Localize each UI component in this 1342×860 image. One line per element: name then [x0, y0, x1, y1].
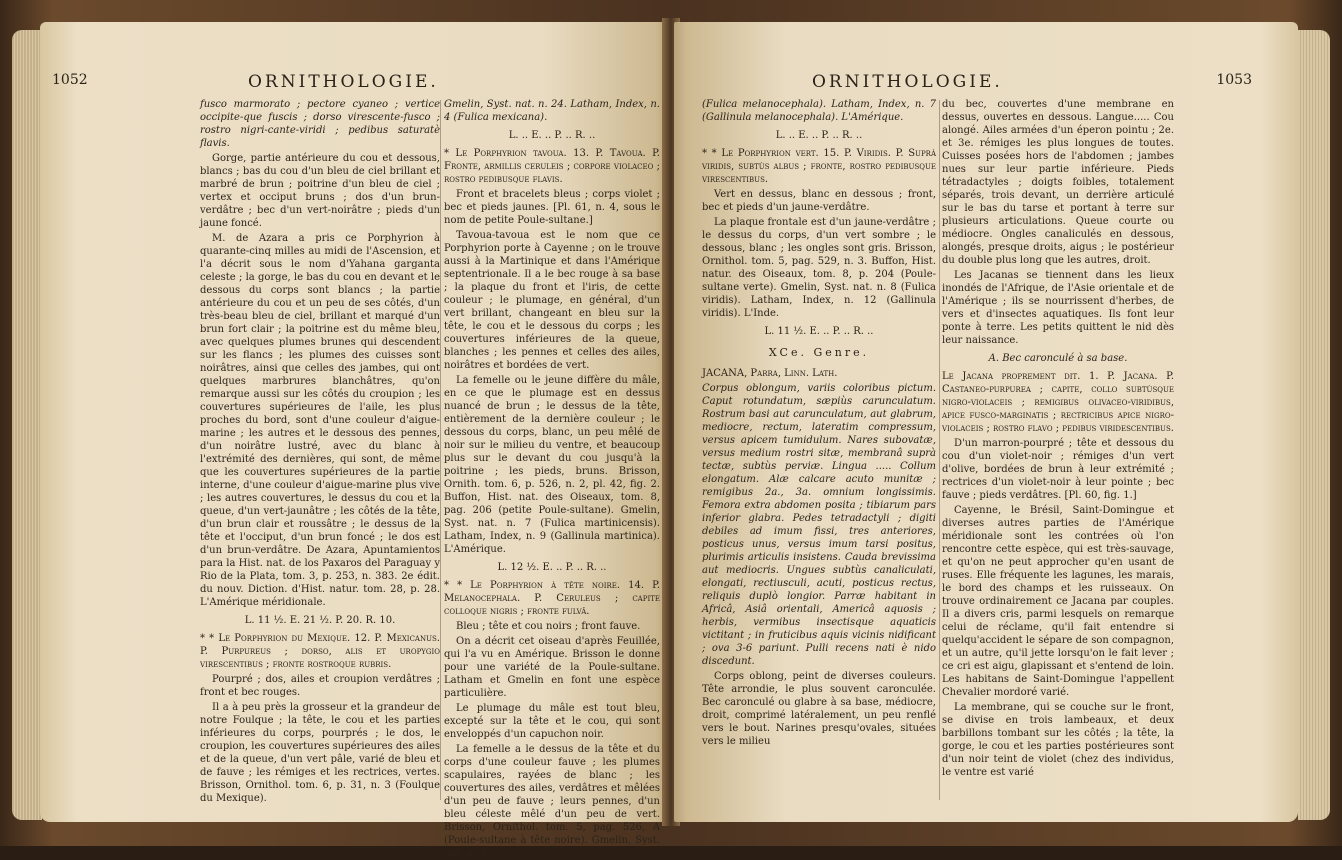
text-paragraph: Front et bracelets bleus ; corps violet ; bec et pieds jaunes. [Pl. 61, n. 4, sous le nom de petite Poule-sultane.] — [444, 189, 660, 226]
text-paragraph: Tavoua-tavoua est le nom que ce Porphyrion porte à Cayenne ; on le trouve aussi à la Martinique et dans l'Amérique septentrionale. Il a le bec rouge à sa base ; la plaque du front et l'iris, de cette couleur ; le plumage, en général, d'un vert brillant, changeant en bleu sur la tête, le cou et le dessous du corps ; les couvertures inférieures de la queue, blanches ; les pennes et celles des ailes, noirâtres et bordées de vert. — [444, 230, 660, 371]
text-paragraph: La femelle a le dessus de la tête et du corps d'une couleur fauve ; les plumes scapulaires, rayées de blanc ; les couvertures des ailes, verdâtres et mêlées d'un peu de fauve ; leurs pennes, d'un bleu céleste mêlé d'un peu de vert. Brisson, Ornithol. tom. 5, pag. 526, A (Poule-sultane à tête noire). Gmelin, Syst. nat. n. 9 — [444, 744, 660, 859]
text-paragraph: Corpus oblongum, variis coloribus pictum. Caput rotundatum, sæpiùs carunculatum. Rostrum basi aut carunculatum, aut glabrum, mediocre, rectum, lateratim compressum, versus apicem tumidulum. Nares subovatæ, versus medium rostri sitæ, membranâ suprà tectæ, subtùs perviæ. Lingua ..... Collum elongatum. Alæ calcare acuto munitæ ; remigibus 2a., 3a. omnium longissimis. Femora extra abdomen posita ; tibiarum pars inferior glabra. Pedes tetradactyli ; digiti debiles ad imum fissi, tres anteriores, posticus unus, versus imum tarsi positus, plurimis articulis insistens. Cauda brevissima aut mediocris. Ungues subtùs canaliculati, elongati, rectiusculi, acuti, posticus rectus, reliquis duplò longior. Parræ habitant in Africâ, Asiâ orientali, Americâ aquosis ; herbis, vermibus insectisque aquaticis victitant ; in fruticibus aquis vicinis nidificant ; ova 3-6 pariunt. Pulli recens nati è nido discedunt. — [702, 383, 936, 667]
left-column-1 — [200, 98, 440, 813]
right-page-edges — [1298, 30, 1330, 820]
right-column-2 — [942, 98, 1174, 813]
text-paragraph: Vert en dessus, blanc en dessous ; front, bec et pieds d'un jaune-verdâtre. — [702, 189, 936, 213]
text-paragraph: La femelle ou le jeune diffère du mâle, en ce que le plumage est en dessus nuancé de brun ; le dessus de la tête, entièrement de la dernière couleur ; le dessous du corps, blanc, un peu mêlé de noir sur le milieu du ventre, et beaucoup plus sur le devant du cou jusqu'à la poitrine ; les pieds, bruns. Brisson, Ornith. tom. 6, p. 526, n. 2, pl. 42, fig. 2. Buffon, Hist. nat. des Oiseaux, tom. 8, pag. 206 (petite Poule-sultane). Gmelin, Syst. nat. n. 7 (Fulica martinicensis). Latham, Index, n. 9 (Gallinula martinica). L'Amérique. — [444, 375, 660, 555]
right-column-rule — [939, 100, 940, 800]
text-paragraph: Pourpré ; dos, ailes et croupion verdâtres ; front et bec rouges. — [200, 674, 440, 698]
left-column-2 — [444, 98, 660, 859]
text-paragraph: La plaque frontale est d'un jaune-verdâtre ; le dessus du corps, d'un vert sombre ; le dessous, blanc ; les ongles sont gris. Brisson, Ornithol. tom. 5, pag. 529, n. 3. Buffon, Hist. natur. des Oiseaux, tom. 8, p. 204 (Poule-sultane verte). Gmelin, Syst. nat. n. 8 (Fulica viridis). Latham, Index, n. 12 (Gallinula viridis). L'Inde. — [702, 217, 936, 319]
right-page-number: 1053 — [1216, 72, 1252, 88]
text-paragraph: M. de Azara a pris ce Porphyrion à quarante-cinq milles au midi de l'Ascension, et l'a décrit sous le nom d'Yahana garganta celeste ; la gorge, le bas du cou en devant et le dessous du corps sont blancs ; la partie antérieure du cou et un peu de ses côtés, d'un très-beau bleu de ciel, brillant et marqué d'un brun fort clair ; la poitrine est du même bleu, avec quelques plumes brunes qui descendent sur les flancs ; les plumes des cuisses sont noirâtres, ainsi que celles des jambes, qui ont quelques marbrures blanchâtres, qu'on remarque aussi sur les côtés du croupion ; les couvertures supérieures de l'aile, les plus proches du bord, sont d'une couleur d'aigue-marine ; les autres et le dessous des pennes, d'un noirâtre lustré, avec du blanc à l'extrémité des dernières, qui sont, de même que les couvertures supérieures de la partie interne, d'une couleur d'aigue-marine plus vive ; les autres couvertures, le dessus du cou et la queue, d'un vert-jaunâtre ; les côtés de la tête, d'un brun clair et roussâtre ; le dessus de la tête et l'occiput, d'un brun foncé ; le dos est d'un brun-verdâtre. De Azara, Apuntamientos para la Hist. nat. de los Paxaros del Paraguay y Rio de la Plata, tom. 3, p. 253, n. 383. 2e édit. du nouv. Diction. d'Hist. natur. tom. 28, p. 28. L'Amérique méridionale. — [200, 233, 440, 608]
text-paragraph: Corps oblong, peint de diverses couleurs. Tête arrondie, le plus souvent caronculée. Bec caronculé ou glabre à sa base, médiocre, droit, comprimé latéralement, un peu renflé vers le bout. Narines presqu'ovales, situées vers le milieu — [702, 671, 936, 747]
left-column-rule — [440, 100, 441, 800]
text-paragraph: fusco marmorato ; pectore cyaneo ; vertice occipite-que fuscis ; dorso virescente-fusco ; rostro nigri-cante-viridi ; pedibus saturatè flavis. — [200, 99, 440, 149]
text-paragraph: * Le Porphyrion tavoua. 13. P. Tavoua. P. Fronte, armillis ceruleis ; corpore violaceo ; rostro pedibusque flavis. — [444, 148, 660, 185]
text-paragraph: Gmelin, Syst. nat. n. 24. Latham, Index, n. 4 (Fulica mexicana). — [444, 99, 660, 123]
text-paragraph: * * Le Porphyrion vert. 15. P. Viridis. P. Suprà viridis, subtùs albus ; fronte, rostro pedibusque virescentibus. — [702, 148, 936, 185]
left-page — [40, 22, 668, 859]
text-paragraph: * * Le Porphyrion du Mexique. 12. P. Mexicanus. P. Purpureus ; dorso, alis et uropygio virescentibus ; fronte rostroque rubris. — [200, 633, 440, 670]
text-paragraph: JACANA, Parra, Linn. Lath. — [702, 368, 838, 379]
text-paragraph: * * Le Porphyrion à tête noire. 14. P. Melanocephala. P. Ceruleus ; capite colloque nigris ; fronte fulvâ. — [444, 580, 660, 617]
text-paragraph: (Fulica melanocephala). Latham, Index, n. 7 (Gallinula melanocephala). L'Amérique. — [702, 99, 936, 123]
text-paragraph: La membrane, qui se couche sur le front, se divise en trois lambeaux, et deux barbillons tombant sur les côtés ; la tête, la gorge, le cou et les parties postérieures sont d'un noir teint de violet (chez des individus, le ventre est varié — [942, 702, 1174, 778]
text-paragraph: A. Bec caronculé à sa base. — [988, 353, 1128, 364]
text-paragraph: D'un marron-pourpré ; tête et dessous du cou d'un violet-noir ; rémiges d'un vert d'olive, bordées de brun à leur extrémité ; rectrices d'un violet-noir à leur pointe ; bec fauve ; pieds verdâtres. [Pl. 60, fig. 1.] — [942, 438, 1174, 501]
left-running-head: ORNITHOLOGIE. — [248, 72, 439, 92]
text-paragraph: On a décrit cet oiseau d'après Feuillée, qui l'a vu en Amérique. Brisson le donne pour une variété de la Poule-sultane. Latham et Gmelin en font une espèce particulière. — [444, 636, 660, 699]
left-page-edges — [12, 30, 42, 820]
right-column-1 — [702, 98, 936, 813]
text-paragraph: L. 12 ½. E. .. P. .. R. .. — [497, 562, 607, 573]
text-paragraph: Le Jacana proprement dit. 1. P. Jacana. P. Castaneo-purpurea ; capite, collo subtùsque nigro-violaceis ; remigibus olivaceo-viridibus, apice fusco-marginatis ; rectricibus apice nigro-violaceis ; rostro flavo ; pedibus viridescentibus. — [942, 371, 1174, 434]
left-page-number: 1052 — [52, 72, 88, 88]
text-paragraph: Gorge, partie antérieure du cou et dessous, blancs ; bas du cou d'un bleu de ciel brillant et marbré de brun ; poitrine d'un bleu de ciel ; vertex et occiput bruns ; dos d'un brun-verdâtre ; bec d'un vert-noirâtre ; pieds d'un jaune foncé. — [200, 153, 440, 229]
text-paragraph: L. .. E. .. P. .. R. .. — [508, 130, 596, 141]
text-paragraph: XCe. Genre. — [768, 346, 870, 359]
text-paragraph: L. .. E. .. P. .. R. .. — [775, 130, 863, 141]
text-paragraph: L. 11 ½. E. 21 ½. P. 20. R. 10. — [244, 615, 396, 626]
text-paragraph: du bec, couvertes d'une membrane en dessus, ouvertes en dessous. Langue..... Cou alongé. Ailes armées d'un éperon pointu ; 2e. et 3e. rémiges les plus longues de toutes. Cuisses posées hors de l'abdomen ; jambes nues sur leur partie inférieure. Pieds tétradactyles ; doigts foibles, totalement séparés, trois devant, un derrière articulé sur le bas du tarse et portant à terre sur plusieurs articulations. Queue courte ou médiocre. Ongles canaliculés en dessous, alongés, presque droits, aigus ; le postérieur du double plus long que les autres, droit. — [942, 99, 1174, 266]
text-paragraph: L. 11 ½. E. .. P. .. R. .. — [764, 326, 874, 337]
text-paragraph: Les Jacanas se tiennent dans les lieux inondés de l'Afrique, de l'Asie orientale et de l'Amérique ; ils se nourrissent d'herbes, de vers et d'insectes aquatiques. Ils font leur ponte à terre. Les petits quittent le nid dès leur naissance. — [942, 270, 1174, 346]
right-running-head: ORNITHOLOGIE. — [812, 72, 1003, 92]
text-paragraph: Bleu ; tête et cou noirs ; front fauve. — [456, 621, 641, 632]
text-paragraph: Le plumage du mâle est tout bleu, excepté sur la tête et le cou, qui sont enveloppés d'un capuchon noir. — [444, 703, 660, 740]
text-paragraph: Cayenne, le Brésil, Saint-Domingue et diverses autres parties de l'Amérique méridionale sont les contrées où l'on rencontre cette espèce, qui est très-sauvage, et qu'on ne peut approcher qu'en usant de ruses. Elle fréquente les lagunes, les marais, le bord des champs et les ruisseaux. On trouve ordinairement ce Jacana par couples. Il a divers cris, parmi lesquels on remarque celui de réclame, qu'il fait entendre si quelqu'accident le sépare de son compagnon, et un autre, qu'il jette lorsqu'on le fait lever ; ce cri est aigu, glapissant et s'entend de loin. Les habitans de Saint-Domingue l'appellent Chevalier mordoré varié. — [942, 505, 1174, 698]
right-page — [674, 22, 1298, 822]
text-paragraph: Il a à peu près la grosseur et la grandeur de notre Foulque ; la tête, le cou et les parties inférieures du corps, pourprés ; le dos, le croupion, les couvertures supérieures des ailes et de la queue, d'un vert pâle, varié de bleu et de fauve ; les rémiges et les rectrices, vertes. Brisson, Ornithol. tom. 6, p. 31, n. 3 (Foulque du Mexique). — [200, 702, 440, 804]
